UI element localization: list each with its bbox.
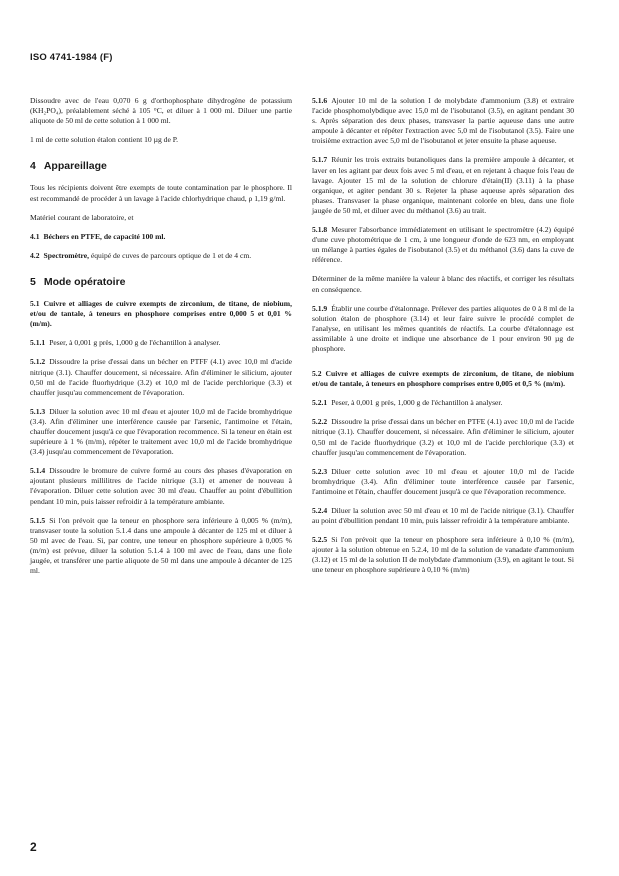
clause-4-2-number: 4.2: [30, 250, 40, 260]
clause-5-1-text: Cuivre et alliages de cuivre exempts de zirconium, de titane, de niobium, et/ou de tantale, à teneurs en phosphore comprises entre 0,000 5 et 0,01 % (m/m).: [30, 299, 292, 329]
apparatus-paragraph-2: Matériel courant de laboratoire, et: [30, 212, 134, 222]
right-column: [312, 96, 574, 585]
clause-5-1-5: [30, 516, 292, 577]
clause-5-1-9: [312, 304, 574, 354]
section-4-title: Appareillage: [43, 160, 107, 173]
clause-5-1-7-text: Réunir les trois extraits butanoliques dans la première ampoule à décanter, et laver en les agitant par deux fois avec 5 ml d'eau, et en rejetant à chaque fois l'eau de lavage. Ajouter 15 ml de la solution de chlorure d'étain(II) (3.11) à la phase organique, et agiter pendant 30 s. Rejeter la phase aqueuse après séparation des phases. Transvaser la phase organique, maintenant colorée en bleu, dans une fiole jaugée de 50 ml, et diluer avec du méthanol (3.6) au trait.: [312, 155, 574, 215]
clause-5-1-4: [30, 466, 292, 506]
clause-5-1-7: [312, 155, 574, 216]
clause-4-2-text: équipé de cuves de parcours optique de 1 et de 4 cm.: [88, 250, 252, 260]
clause-5-1-6: [312, 96, 574, 146]
clause-5-1-3: [30, 407, 292, 457]
clause-5-2-text: Cuivre et alliages de cuivre exempts de zirconium, de titane, de niobium et/ou de tantale, à teneurs en phosphore comprises entre 0,005 et 0,5 % (m/m).: [312, 369, 574, 389]
document-header: ISO 4741-1984 (F): [30, 52, 113, 63]
clause-5-1-9-text: Établir une courbe d'étalonnage. Prélever des parties aliquotes de 0 à 8 ml de la solution étalon de phosphore (3.14) et leur faire suivre le procédé complet de l'analyse, en utilisant les mêmes quantités de réactifs. La courbe d'étalonnage est assimilable à une droite et indique une absorbance de 1 pour environ 90 µg de phosphore.: [312, 303, 574, 353]
clause-5-2-3-number: 5.2.3: [312, 466, 328, 476]
clause-5-2: [312, 369, 574, 389]
apparatus-paragraph-1: Tous les récipients doivent être exempts de toute contamination par le phosphore. Il est recommandé de procéder à un lavage à l'acide chlorhydrique chaud, ρ 1,19 g/ml.: [30, 183, 292, 203]
left-column: [30, 96, 292, 585]
clause-5-1-6-number: 5.1.6: [312, 96, 328, 105]
section-4-number: 4: [30, 160, 36, 173]
clause-5-1-2: [30, 357, 292, 397]
clause-5-1-5-number: 5.1.5: [30, 515, 46, 525]
clause-5-2-2-text: Dissoudre la prise d'essai dans un bécher en PTFE (4.1) avec 10,0 ml de l'acide nitrique (3.1). Chauffer doucement, si nécessaire. Afin d'éliminer le silicium, ajouter 0,50 ml de l'acide fluorhydrique (3.2) et 10,0 ml de l'acide perchlorique (3.3) et chauffer jusqu'au commencement de l'évaporation.: [312, 417, 574, 457]
section-heading-4: [30, 161, 292, 171]
clause-5-1-8-number: 5.1.8: [312, 225, 328, 235]
clause-4-2-caption: Spectromètre,: [43, 250, 89, 260]
clause-5-1-8-text: Mesurer l'absorbance immédiatement en utilisant le spectromètre (4.2) équipé d'une cuve photométrique de 1 cm, à une longueur d'onde de 623 nm, en employant un mélange à parties égales de l'isobutanol (3.5) et du méthanol (3.6) dans la cuve de référence.: [312, 225, 574, 265]
clause-5-2-2-number: 5.2.2: [312, 417, 328, 427]
page-number: 2: [30, 840, 37, 854]
clause-5-1-7-number: 5.1.7: [312, 155, 328, 165]
clause-5-1-5-text: Si l'on prévoit que la teneur en phosphore sera inférieure à 0,005 % (m/m), transvaser toute la solution 5.1.4 dans une ampoule à décanter de 125 ml et diluer à 50 ml avec de l'eau. Si, par contre, une teneur en phosphore supérieure à 0,005 % (m/m) est prévue, diluer la solution 5.1.4 à 100 ml avec de l'eau, dans une fiole jaugée, et transférer une partie aliquote de 50 ml dans une ampoule à décanter de 125 ml.: [30, 515, 292, 576]
clause-5-2-5-number: 5.2.5: [312, 535, 328, 545]
clause-5-1-6-text: Ajouter 10 ml de la solution I de molybdate d'ammonium (3.8) et extraire l'acide phosphomolybdique avec 15,0 ml de l'isobutanol (3.5), en agitant pendant 30 s. Après séparation des deux phases, transvaser la partie aqueuse dans une autre ampoule à décanter et répéter l'extraction avec 5,0 ml de l'isobutanol (3.5). Faire une troisième extraction avec 5,0 ml de l'isobutanol et jeter ensuite la phase aqueuse.: [312, 96, 574, 146]
clause-5-1-number: 5.1: [30, 299, 40, 309]
clause-5-1: [30, 299, 292, 329]
clause-5-1-2-number: 5.1.2: [30, 357, 46, 367]
intro-paragraph: Dissoudre avec de l'eau 0,070 6 g d'orthophosphate dihydrogène de potassium (KH₂PO₄), préalablement séché à 105 °C, et diluer à 1 000 ml. Diluer une partie aliquote de 50 ml de cette solution à 1 000 ml.: [30, 96, 292, 126]
clause-4-1-text: Béchers en PTFE, de capacité 100 ml.: [43, 231, 166, 241]
clause-5-1-3-text: Diluer la solution avec 10 ml d'eau et ajouter 10,0 ml de l'acide bromhydrique (3.4). Afin d'éliminer une interférence causée par l'arsenic, l'antimoine et l'étain, chauffer doucement jusqu'à ce que l'évaporation recommence. Si la teneur en étain est supérieure à 1 % (m/m), répéter le traitement avec 10,0 ml de l'acide bromhydrique (3.4) jusqu'au commencement de l'évaporation.: [30, 406, 292, 457]
clause-5-2-3-text: Diluer cette solution avec 10 ml d'eau et ajouter 10,0 ml de l'acide bromhydrique (3.4). Afin d'éliminer toute interférence causée par l'arsenic, l'antimoine et l'étain, chauffer doucement jusqu'à ce que l'évaporation recommence.: [312, 466, 574, 496]
clause-5-1-2-text: Dissoudre la prise d'essai dans un bécher en PTFF (4.1) avec 10,0 ml d'acide nitrique (3.1). Chauffer doucement, si nécessaire. Afin d'éliminer le silicium, ajouter 0,50 ml de l'acide fluorhydrique (3.2) et 10,0 ml de l'acide perchlorique (3.3) et chauffer jusqu'au commencement de l'évaporation.: [30, 357, 292, 397]
clause-5-1-1-text: Peser, à 0,001 g près, 1,000 g de l'échantillon à analyser.: [49, 338, 221, 348]
section-5-title: Mode opératoire: [43, 275, 126, 288]
section-5-number: 5: [30, 275, 36, 288]
clause-5-2-5-text: Si l'on prévoit que la teneur en phosphore sera inférieure à 0,10 % (m/m), ajouter à la solution obtenue en 5.2.4, 10 ml de la solution de vanadate d'ammonium (3.12) et 15 ml de la solution II de molybdate d'ammonium (3.9), en agitant le tout. Si une teneur en phosphore supérieure à 0,10 % (m/m): [312, 535, 574, 575]
clause-5-2-3: [312, 467, 574, 497]
clause-5-1-4-text: Dissoudre le bromure de cuivre formé au cours des phases d'évaporation en ajoutant plusieurs millilitres de l'acide nitrique (3.1) et amener de nouveau à l'évaporation. Diluer cette solution avec 30 ml d'eau. Chauffer au point d'ébullition pendant 10 min, puis laisser refroidir à la température ambiante.: [30, 466, 292, 506]
clause-5-1-1-number: 5.1.1: [30, 338, 46, 348]
clause-5-1-1: [30, 338, 292, 348]
clause-5-1-3-number: 5.1.3: [30, 406, 46, 416]
clause-5-2-number: 5.2: [312, 369, 322, 379]
clause-5-2-2: [312, 417, 574, 457]
clause-5-2-4-number: 5.2.4: [312, 506, 328, 515]
clause-5-2-1: [312, 398, 574, 408]
section-heading-5: [30, 277, 292, 287]
blank-paragraph: Déterminer de la même manière la valeur à blanc des réactifs, et corriger les résultats en conséquence.: [312, 274, 574, 294]
clause-5-2-1-number: 5.2.1: [312, 398, 328, 408]
clause-4-1: [30, 232, 292, 242]
clause-5-1-4-number: 5.1.4: [30, 466, 46, 476]
clause-5-2-4-text: Diluer la solution avec 50 ml d'eau et 10 ml de l'acide nitrique (3.1). Chauffer au point d'ébullition pendant 10 min, puis laisser refroidir à la température ambiante.: [312, 506, 574, 526]
intro-paragraph-2: 1 ml de cette solution étalon contient 10 µg de P.: [30, 135, 178, 145]
clause-4-1-number: 4.1: [30, 231, 40, 241]
clause-5-2-5: [312, 535, 574, 575]
clause-5-2-1-text: Peser, à 0,001 g près, 1,000 g de l'échantillon à analyser.: [331, 398, 503, 408]
clause-5-1-8: [312, 225, 574, 265]
clause-5-2-4: [312, 506, 574, 526]
clause-5-1-9-number: 5.1.9: [312, 303, 328, 313]
clause-4-2: [30, 251, 292, 261]
